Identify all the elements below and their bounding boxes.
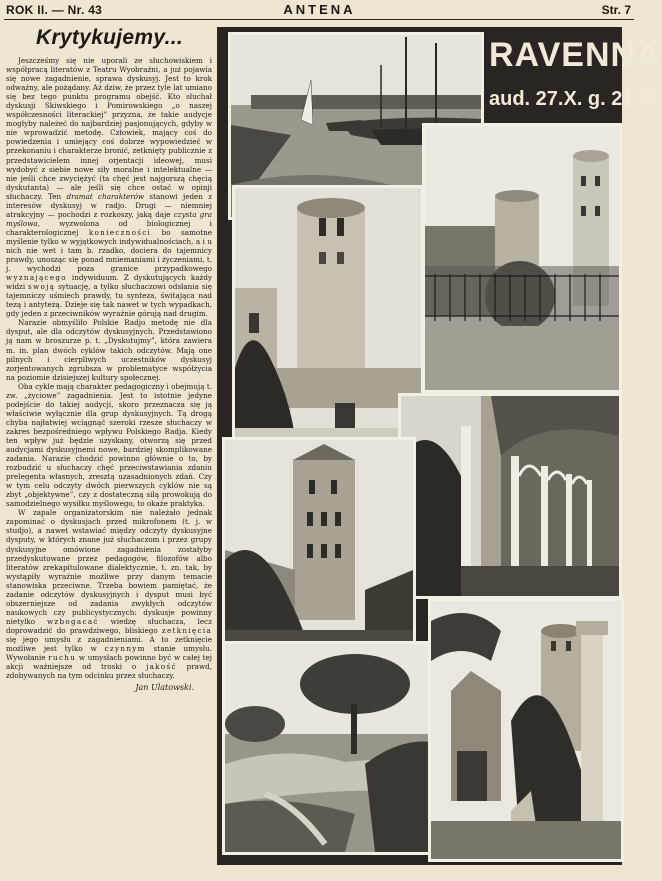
photo-cloister-arcade <box>398 393 622 599</box>
article-paragraph: Narazie obmyśliło Polskie Radjo metodę nie dla dysput, ale dla odczytów dyskusyjnych. Przedstawiono ją nam w broszurze p. t. „Dyskutujmy”, która zawiera m. in. plan dwóch cyklów takich odczytów. Mają one pilnych i cierpliwych uczestników dyskusyj zorjentowanych zgrubsza w problematyce współżycia na poziomie dzisiejszej kultury społecznej. <box>6 318 212 382</box>
photo-round-tower-church <box>422 123 622 393</box>
spaced-phrase: konieczności <box>88 227 152 237</box>
header-rule <box>4 19 634 20</box>
article-body <box>6 56 212 680</box>
spaced-phrase: wzbogacać <box>46 616 99 626</box>
spaced-phrase: zetknięcia <box>161 625 212 635</box>
page-header <box>0 0 639 20</box>
article-paragraph: W zapale organizatorskim nie należało jednak zapominać o dyskusjach przed mikrofonem (t. j. w studjo), a nawet wstawiać między odczyty dyskusyjne dysputy, w których znane już słuchaczom i przez grupy dyskusyjne omówione zagadnienia zostałyby przedyskutowane przez pedagogów, filozofów albo literatów zrekapitulowane dialektycznie, t. zn. tak, by wystąpiły wyraźnie możliwe przy danym temacie stanowiska przeciwne. Trzeba bowiem pamiętać, że zadanie odczytów dyskusyjnych i dysput musi być obszerniejsze od zadania zwykłych odczytów naukowych czy publicystycznych: dyskusje powinny nietylko wzbogacać wiedzę słuchacza, lecz doprowadzić do prawdziwego, bliskiego zetknięcia się jego umysłu z zagadnieniami. A to zetknięcie możliwe jest tylko w czynnym stanie umysłu. Wywołanie ruchu w umysłach powinno być w całej tej akcji ważniejsze od troski o jakość prawd, zdobywanych na tym odcinku przez słuchaczy. <box>6 508 212 681</box>
article-column <box>6 24 212 880</box>
issue-number: ROK II. — Nr. 43 <box>6 3 103 17</box>
spaced-phrase: jakość <box>146 662 177 672</box>
ravenna-label <box>485 30 662 114</box>
article-paragraph: Oba cykle mają charakter pedagogiczny i obejmują t. zw. „życiowe” zagadnienia. Jest to istotnie jedyne podejście do takiej audycji, skoro przeznacza się ją właściwie wyłącznie dla grup dyskusyjnych. Tą drogą chyba najłatwiej wciągnąć szeroki rzesze słuchaczy w zakres bezpośredniego wpływu Polskiego Radja. Kiedy ten wpływ już będzie uzyskany, otworzą się przed audycjami dyskusyjnemi nowe, bardziej skomplikowane zadania. Narazie chodzić powinno głównie o to, by rozbudzić u słuchaczy chęć przeciwstawiania zdaniu prelegenta własnych, zresztą uzasadnionych zdań. Czy w tym celu odczyty dwóch pierwszych cyklów nie są zbyt „objektywne”, czy z dostateczną siłą prowokują do samodzielnego wysiłku myślowego, to okaże praktyka. <box>6 381 212 509</box>
spaced-phrase: ruchu <box>48 653 77 663</box>
article-signature: Jan Ulatowski. <box>135 683 194 693</box>
photo-bell-tower <box>232 185 424 453</box>
article-title: Krytykujemy... <box>36 26 183 49</box>
photo-garden-trees <box>222 641 444 855</box>
spaced-phrase: wyznającego <box>6 273 67 283</box>
spaced-phrase: czynnym <box>104 644 146 654</box>
italic-phrase: dramat charakterów <box>66 191 145 201</box>
page-number: Str. 7 <box>601 3 631 17</box>
spaced-phrase: swoją <box>28 282 56 292</box>
photo-square-campanile <box>222 437 416 659</box>
article-paragraph: Jeszcześmy się nie uporali ze słuchowiskiem i współpracą literatów z Teatru Wyobraźni, a już pojawia się nowe zagadnienie, sprawa dyskusyj. Jest to krok odważny, ale pożądany. Aż dziw, że przez tyle lat umiano się bez tego punktu programu obejść. Kto słuchał dyskusji Skiwskiego i Pomirowskiego „o naszej współczesności literackiej” przyzna, że takie audycje mogłyby należeć do najbardziej pasjonujących, gdyby w nie wprowadzić metodę. Człowiek, mający coś do powiedzenia i umiejący coś dobrze wypowiedzieć w przekonaniu i charakterze bronić, zetknięty publicznie z przedstawicielem innej orjentacji ideowej, musi wydobyć z siebie nowe siły moralne i intelektualne — nie jeśli chce zwyciężyć (ta chęć jest najgorszą chęcią dyskutanta) — ale jeśli się chce ostać w opinji słuchaczy. Ten dramat charakterów stanowi jeden z interesów dyskusyj w radjo. Drugi — niemniej atrakcyjny — pochodzi z rozkoszy, jaką daje czysta gra myślowa, wyzwolona od biologicznej i charakterologicznej konieczności bo samotne myślenie tylko w wyjątkowych indywidualnościach, a i u nich nie wet i tam b. rzadko, dociera do tajemnicy prawdy, unosząc się ponad mniemaniami i życzeniami, t. j. wychodzi poza granice przypadkowego wyznającego indywiduum. Z dyskutujących każdy widzi swoją sytuację, a tylko słuchaczowi odsłania się tajemniczy uśmiech prawdy, tu synteza, świtająca nad tezą i antytezą. Dzieje się tak nawet w tych wypadkach, gdy jeden z przeciwników wyraźnie górują nad drugim. <box>6 56 213 319</box>
magazine-title: ANTENA <box>283 2 356 17</box>
ravenna-title: RAVENNA <box>489 36 662 74</box>
italic-phrase: czysta gra myślowa <box>6 209 213 228</box>
photo-mausoleum-column <box>428 598 624 862</box>
broadcast-date: aud. 27.X. g. 21.30 <box>489 88 662 110</box>
